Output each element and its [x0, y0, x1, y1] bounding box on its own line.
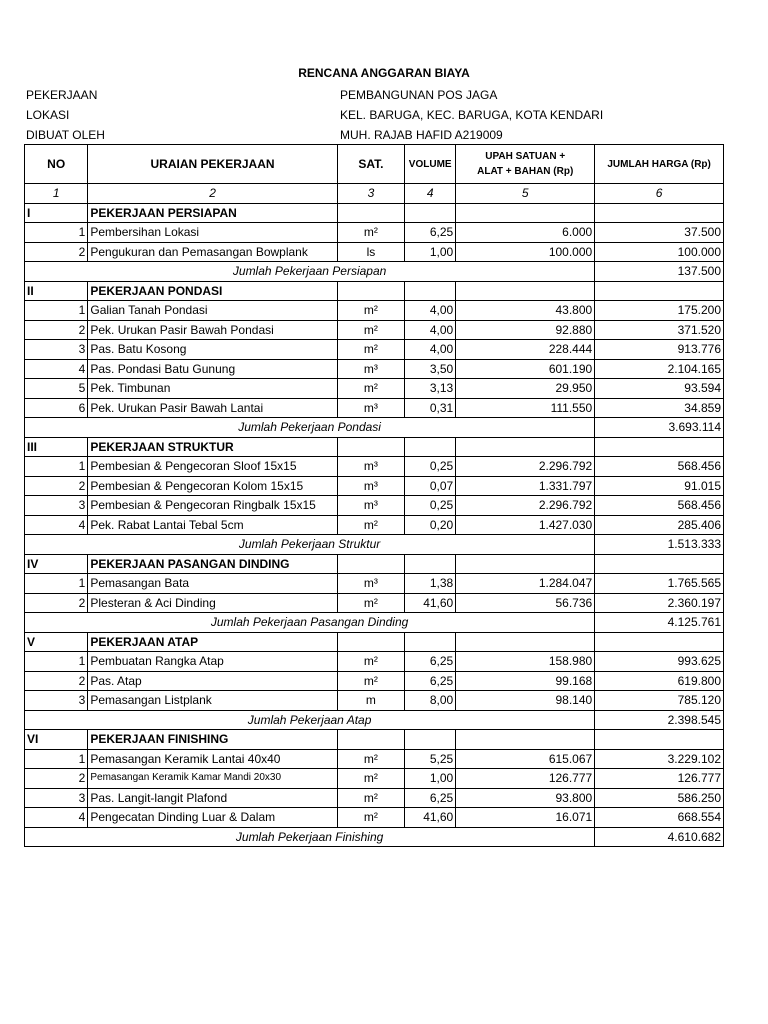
- section-title: PEKERJAAN FINISHING: [88, 730, 337, 750]
- empty-cell: [595, 203, 724, 223]
- item-upah: 1.284.047: [456, 574, 595, 594]
- item-volume: 4,00: [405, 340, 456, 360]
- item-uraian: Pas. Batu Kosong: [88, 340, 337, 360]
- item-sat: m²: [337, 223, 404, 243]
- item-upah: 6.000: [456, 223, 595, 243]
- item-row: [25, 788, 724, 808]
- item-sat: m³: [337, 457, 404, 477]
- header-upah-line2: ALAT + BAHAN (Rp): [477, 166, 574, 177]
- empty-cell: [337, 632, 404, 652]
- budget-table: [24, 144, 724, 847]
- item-row: [25, 379, 724, 399]
- item-volume: 0,07: [405, 476, 456, 496]
- item-no: 1: [25, 301, 88, 321]
- item-no: 3: [25, 691, 88, 711]
- item-no: 1: [25, 749, 88, 769]
- item-sat: m²: [337, 671, 404, 691]
- meta-value: PEMBANGUNAN POS JAGA: [340, 88, 498, 102]
- item-row: [25, 398, 724, 418]
- item-upah: 100.000: [456, 242, 595, 262]
- item-uraian: Pengukuran dan Pemasangan Bowplank: [88, 242, 337, 262]
- item-sat: m²: [337, 769, 404, 789]
- empty-cell: [456, 554, 595, 574]
- item-row: [25, 691, 724, 711]
- item-upah: 615.067: [456, 749, 595, 769]
- item-no: 3: [25, 340, 88, 360]
- subtotal-label: Jumlah Pekerjaan Pondasi: [25, 418, 595, 438]
- item-volume: 41,60: [405, 593, 456, 613]
- item-volume: 8,00: [405, 691, 456, 711]
- item-volume: 6,25: [405, 652, 456, 672]
- item-upah: 99.168: [456, 671, 595, 691]
- item-sat: m: [337, 691, 404, 711]
- item-row: [25, 652, 724, 672]
- item-jumlah: 175.200: [595, 301, 724, 321]
- item-uraian: Pembesian & Pengecoran Sloof 15x15: [88, 457, 337, 477]
- item-jumlah: 91.015: [595, 476, 724, 496]
- subtotal-label: Jumlah Pekerjaan Finishing: [25, 827, 595, 847]
- col-number: 5: [456, 184, 595, 204]
- item-jumlah: 2.360.197: [595, 593, 724, 613]
- item-upah: 111.550: [456, 398, 595, 418]
- section-title: PEKERJAAN PONDASI: [88, 281, 337, 301]
- empty-cell: [456, 437, 595, 457]
- subtotal-label: Jumlah Pekerjaan Struktur: [25, 535, 595, 555]
- item-no: 1: [25, 223, 88, 243]
- item-no: 4: [25, 515, 88, 535]
- item-volume: 1,00: [405, 242, 456, 262]
- item-jumlah: 37.500: [595, 223, 724, 243]
- item-row: [25, 496, 724, 516]
- meta-row-lokasi: [26, 105, 746, 125]
- empty-cell: [456, 632, 595, 652]
- col-number: 6: [595, 184, 724, 204]
- item-uraian: Pemasangan Keramik Lantai 40x40: [88, 749, 337, 769]
- item-sat: m²: [337, 379, 404, 399]
- empty-cell: [595, 437, 724, 457]
- section-header-row: [25, 554, 724, 574]
- item-row: [25, 574, 724, 594]
- empty-cell: [337, 730, 404, 750]
- item-row: [25, 671, 724, 691]
- item-upah: 56.736: [456, 593, 595, 613]
- item-upah: 228.444: [456, 340, 595, 360]
- item-uraian: Pembesian & Pengecoran Ringbalk 15x15: [88, 496, 337, 516]
- meta-label: LOKASI: [26, 108, 70, 122]
- item-jumlah: 619.800: [595, 671, 724, 691]
- item-upah: 158.980: [456, 652, 595, 672]
- subtotal-row: [25, 418, 724, 438]
- item-uraian: Pek. Urukan Pasir Bawah Pondasi: [88, 320, 337, 340]
- section-header-row: [25, 203, 724, 223]
- item-uraian: Pembersihan Lokasi: [88, 223, 337, 243]
- item-uraian: Pek. Rabat Lantai Tebal 5cm: [88, 515, 337, 535]
- subtotal-label: Jumlah Pekerjaan Persiapan: [25, 262, 595, 282]
- header-row: [25, 145, 724, 184]
- empty-cell: [405, 632, 456, 652]
- item-row: [25, 593, 724, 613]
- subtotal-value: 4.610.682: [595, 827, 724, 847]
- section-header-row: [25, 281, 724, 301]
- header-upah: [456, 145, 595, 184]
- item-jumlah: 100.000: [595, 242, 724, 262]
- item-no: 6: [25, 398, 88, 418]
- item-sat: m³: [337, 398, 404, 418]
- item-jumlah: 1.765.565: [595, 574, 724, 594]
- item-volume: 41,60: [405, 808, 456, 828]
- header-jumlah: JUMLAH HARGA (Rp): [595, 145, 724, 184]
- item-jumlah: 126.777: [595, 769, 724, 789]
- header-uraian: URAIAN PEKERJAAN: [88, 145, 337, 184]
- subtotal-value: 2.398.545: [595, 710, 724, 730]
- subtotal-value: 3.693.114: [595, 418, 724, 438]
- item-uraian: Pemasangan Bata: [88, 574, 337, 594]
- section-roman: IV: [25, 554, 88, 574]
- item-jumlah: 913.776: [595, 340, 724, 360]
- empty-cell: [595, 281, 724, 301]
- item-row: [25, 476, 724, 496]
- item-volume: 6,25: [405, 671, 456, 691]
- empty-cell: [337, 281, 404, 301]
- item-volume: 4,00: [405, 320, 456, 340]
- item-jumlah: 568.456: [595, 457, 724, 477]
- item-volume: 0,25: [405, 457, 456, 477]
- item-uraian: Pembuatan Rangka Atap: [88, 652, 337, 672]
- section-roman: V: [25, 632, 88, 652]
- empty-cell: [337, 554, 404, 574]
- item-row: [25, 359, 724, 379]
- item-row: [25, 242, 724, 262]
- item-upah: 92.880: [456, 320, 595, 340]
- item-sat: m²: [337, 593, 404, 613]
- subtotal-row: [25, 827, 724, 847]
- item-no: 2: [25, 769, 88, 789]
- item-volume: 6,25: [405, 788, 456, 808]
- item-volume: 0,20: [405, 515, 456, 535]
- item-upah: 29.950: [456, 379, 595, 399]
- item-sat: ls: [337, 242, 404, 262]
- item-row: [25, 340, 724, 360]
- meta-row-pekerjaan: [26, 85, 746, 105]
- meta-value: KEL. BARUGA, KEC. BARUGA, KOTA KENDARI: [340, 108, 604, 122]
- item-no: 2: [25, 671, 88, 691]
- item-sat: m²: [337, 652, 404, 672]
- item-uraian: Pas. Atap: [88, 671, 337, 691]
- meta-value: MUH. RAJAB HAFID A219009: [340, 128, 503, 142]
- item-uraian: Pek. Timbunan: [88, 379, 337, 399]
- item-volume: 4,00: [405, 301, 456, 321]
- subtotal-label: Jumlah Pekerjaan Atap: [25, 710, 595, 730]
- item-no: 2: [25, 320, 88, 340]
- item-row: [25, 808, 724, 828]
- item-uraian: Pemasangan Keramik Kamar Mandi 20x30: [88, 769, 337, 789]
- section-title: PEKERJAAN PASANGAN DINDING: [88, 554, 337, 574]
- section-roman: III: [25, 437, 88, 457]
- item-row: [25, 515, 724, 535]
- subtotal-label: Jumlah Pekerjaan Pasangan Dinding: [25, 613, 595, 633]
- item-jumlah: 93.594: [595, 379, 724, 399]
- item-volume: 6,25: [405, 223, 456, 243]
- item-no: 1: [25, 457, 88, 477]
- col-number: 1: [25, 184, 88, 204]
- empty-cell: [595, 730, 724, 750]
- empty-cell: [405, 554, 456, 574]
- item-upah: 93.800: [456, 788, 595, 808]
- item-row: [25, 749, 724, 769]
- column-number-row: [25, 184, 724, 204]
- item-row: [25, 320, 724, 340]
- item-upah: 16.071: [456, 808, 595, 828]
- section-roman: I: [25, 203, 88, 223]
- item-sat: m²: [337, 515, 404, 535]
- section-roman: VI: [25, 730, 88, 750]
- empty-cell: [337, 437, 404, 457]
- item-upah: 601.190: [456, 359, 595, 379]
- document-title: RENCANA ANGGARAN BIAYA: [298, 66, 470, 80]
- item-no: 3: [25, 788, 88, 808]
- item-volume: 0,31: [405, 398, 456, 418]
- subtotal-value: 1.513.333: [595, 535, 724, 555]
- section-title: PEKERJAAN PERSIAPAN: [88, 203, 337, 223]
- item-uraian: Pembesian & Pengecoran Kolom 15x15: [88, 476, 337, 496]
- item-uraian: Plesteran & Aci Dinding: [88, 593, 337, 613]
- item-jumlah: 3.229.102: [595, 749, 724, 769]
- section-roman: II: [25, 281, 88, 301]
- section-title: PEKERJAAN STRUKTUR: [88, 437, 337, 457]
- item-row: [25, 301, 724, 321]
- item-jumlah: 668.554: [595, 808, 724, 828]
- item-sat: m³: [337, 359, 404, 379]
- section-title: PEKERJAAN ATAP: [88, 632, 337, 652]
- item-row: [25, 457, 724, 477]
- item-no: 2: [25, 242, 88, 262]
- subtotal-row: [25, 262, 724, 282]
- empty-cell: [456, 281, 595, 301]
- item-volume: 1,00: [405, 769, 456, 789]
- item-uraian: Pek. Urukan Pasir Bawah Lantai: [88, 398, 337, 418]
- item-jumlah: 993.625: [595, 652, 724, 672]
- item-no: 1: [25, 574, 88, 594]
- section-header-row: [25, 730, 724, 750]
- empty-cell: [405, 437, 456, 457]
- header-volume: VOLUME: [405, 145, 456, 184]
- empty-cell: [595, 554, 724, 574]
- item-sat: m²: [337, 788, 404, 808]
- subtotal-row: [25, 535, 724, 555]
- item-row: [25, 769, 724, 789]
- item-sat: m³: [337, 476, 404, 496]
- item-jumlah: 2.104.165: [595, 359, 724, 379]
- item-uraian: Pas. Pondasi Batu Gunung: [88, 359, 337, 379]
- item-upah: 2.296.792: [456, 457, 595, 477]
- item-jumlah: 586.250: [595, 788, 724, 808]
- empty-cell: [456, 203, 595, 223]
- item-uraian: Pemasangan Listplank: [88, 691, 337, 711]
- item-volume: 3,13: [405, 379, 456, 399]
- item-no: 4: [25, 808, 88, 828]
- item-volume: 5,25: [405, 749, 456, 769]
- header-no: NO: [25, 145, 88, 184]
- item-uraian: Pengecatan Dinding Luar & Dalam: [88, 808, 337, 828]
- item-upah: 126.777: [456, 769, 595, 789]
- subtotal-value: 4.125.761: [595, 613, 724, 633]
- meta-label: PEKERJAAN: [26, 88, 98, 102]
- item-sat: m²: [337, 301, 404, 321]
- col-number: 2: [88, 184, 337, 204]
- item-uraian: Galian Tanah Pondasi: [88, 301, 337, 321]
- item-volume: 0,25: [405, 496, 456, 516]
- section-header-row: [25, 437, 724, 457]
- item-upah: 2.296.792: [456, 496, 595, 516]
- item-no: 4: [25, 359, 88, 379]
- item-no: 2: [25, 593, 88, 613]
- header-sat: SAT.: [337, 145, 404, 184]
- item-sat: m²: [337, 808, 404, 828]
- subtotal-value: 137.500: [595, 262, 724, 282]
- item-no: 1: [25, 652, 88, 672]
- item-jumlah: 785.120: [595, 691, 724, 711]
- item-volume: 3,50: [405, 359, 456, 379]
- item-no: 2: [25, 476, 88, 496]
- item-no: 5: [25, 379, 88, 399]
- item-sat: m³: [337, 496, 404, 516]
- meta-label: DIBUAT OLEH: [26, 128, 105, 142]
- col-number: 4: [405, 184, 456, 204]
- item-upah: 43.800: [456, 301, 595, 321]
- item-sat: m²: [337, 749, 404, 769]
- budget-body: [25, 203, 724, 847]
- item-upah: 1.331.797: [456, 476, 595, 496]
- item-volume: 1,38: [405, 574, 456, 594]
- header-upah-line1: UPAH SATUAN +: [485, 151, 566, 162]
- empty-cell: [405, 203, 456, 223]
- subtotal-row: [25, 613, 724, 633]
- empty-cell: [405, 730, 456, 750]
- section-header-row: [25, 632, 724, 652]
- item-sat: m²: [337, 340, 404, 360]
- item-no: 3: [25, 496, 88, 516]
- col-number: 3: [337, 184, 404, 204]
- item-sat: m²: [337, 320, 404, 340]
- item-uraian: Pas. Langit-langit Plafond: [88, 788, 337, 808]
- empty-cell: [405, 281, 456, 301]
- meta-row-dibuat-oleh: [26, 125, 746, 145]
- item-jumlah: 371.520: [595, 320, 724, 340]
- subtotal-row: [25, 710, 724, 730]
- item-jumlah: 285.406: [595, 515, 724, 535]
- empty-cell: [456, 730, 595, 750]
- empty-cell: [595, 632, 724, 652]
- item-jumlah: 568.456: [595, 496, 724, 516]
- item-upah: 98.140: [456, 691, 595, 711]
- empty-cell: [337, 203, 404, 223]
- item-sat: m³: [337, 574, 404, 594]
- item-jumlah: 34.859: [595, 398, 724, 418]
- item-upah: 1.427.030: [456, 515, 595, 535]
- item-row: [25, 223, 724, 243]
- project-meta: [26, 85, 746, 145]
